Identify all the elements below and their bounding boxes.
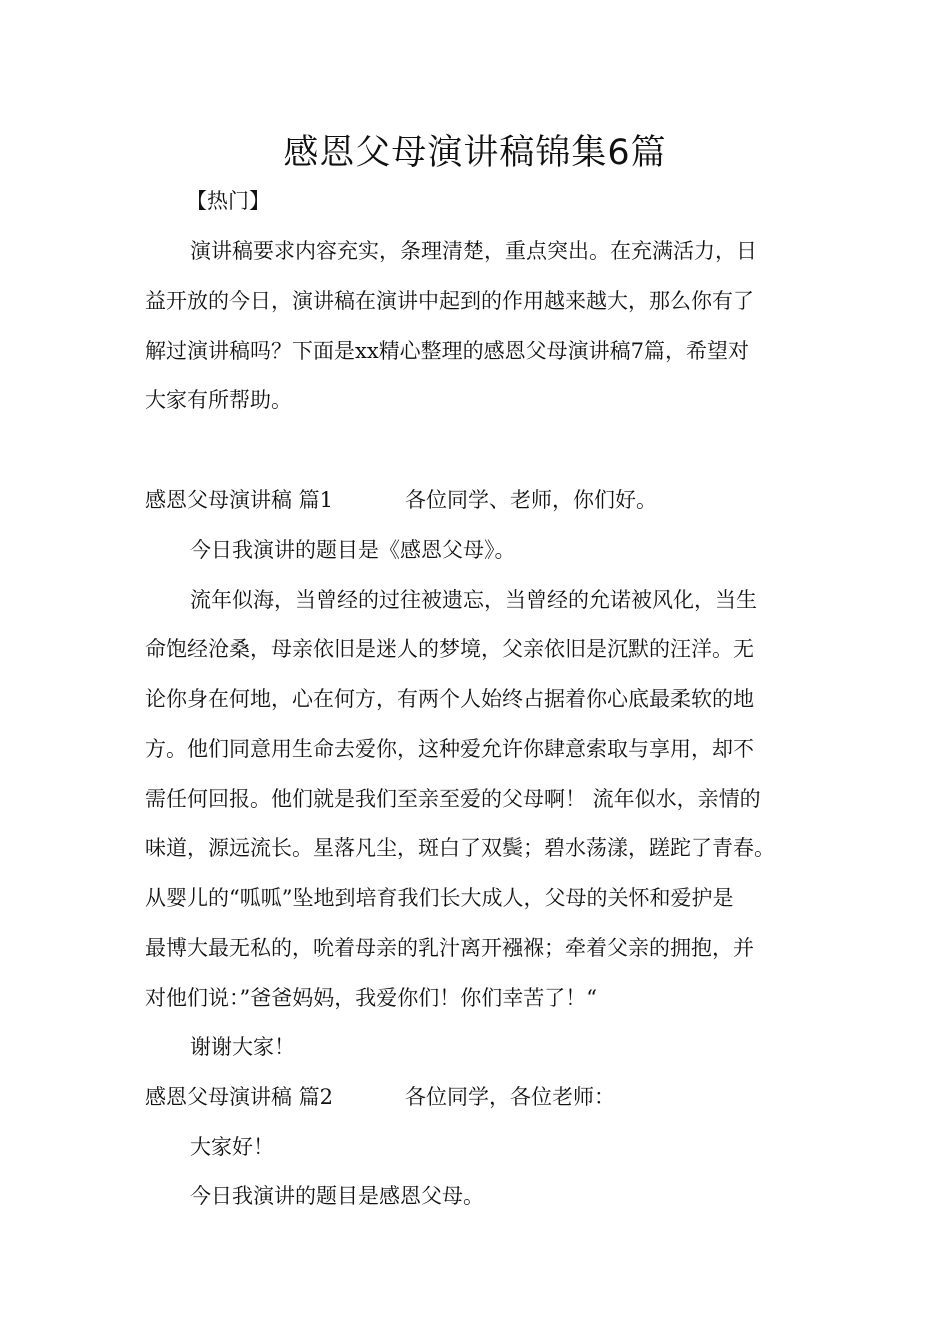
section-2-topic: 今日我演讲的题目是感恩父母。 <box>190 1184 484 1208</box>
section-1-greeting: 各位同学、老师，你们好。 <box>405 488 658 512</box>
intro-line: 大家有所帮助。 <box>145 388 292 412</box>
body-line: 流年似海，当曾经的过往被遗忘，当曾经的允诺被风化，当生 <box>190 588 757 612</box>
section-1-heading-line <box>145 485 657 515</box>
section-2-heading-line <box>145 1082 615 1112</box>
section-2-heading: 感恩父母演讲稿 篇2 <box>145 1085 334 1109</box>
intro-line: 解过演讲稿吗？下面是xx精心整理的感恩父母演讲稿7篇，希望对 <box>145 339 750 363</box>
section-2-hello: 大家好！ <box>190 1135 274 1159</box>
section-1-closing: 谢谢大家！ <box>190 1035 295 1059</box>
body-line: 命饱经沧桑，母亲依旧是迷人的梦境，父亲依旧是沉默的汪洋。无 <box>145 637 754 661</box>
body-line: 味道，源远流长。星落凡尘，斑白了双鬓；碧水荡漾，蹉跎了青春。 <box>145 836 775 860</box>
intro-line: 演讲稿要求内容充实，条理清楚，重点突出。在充满活力，日 <box>190 239 757 263</box>
body-line: 论你身在何地，心在何方，有两个人始终占据着你心底最柔软的地 <box>145 687 754 711</box>
section-1-heading: 感恩父母演讲稿 篇1 <box>145 488 334 512</box>
body-line: 最博大最无私的，吮着母亲的乳汁离开襁褓；牵着父亲的拥抱，并 <box>145 936 754 960</box>
body-line: 从婴儿的“呱呱”坠地到培育我们长大成人，父母的关怀和爱护是 <box>145 886 734 910</box>
body-line: 方。他们同意用生命去爱你，这种爱允许你肆意索取与享用，却不 <box>145 737 754 761</box>
body-line: 需任何回报。他们就是我们至亲至爱的父母啊！ 流年似水，亲情的 <box>145 787 761 811</box>
document-title: 感恩父母演讲稿锦集6篇 <box>283 133 667 173</box>
section-2-greeting: 各位同学，各位老师： <box>405 1085 616 1109</box>
intro-line: 益开放的今日，演讲稿在演讲中起到的作用越来越大，那么你有了 <box>145 289 754 313</box>
section-1-topic: 今日我演讲的题目是《感恩父母》。 <box>190 538 516 562</box>
hot-tag: 【热门】 <box>186 189 270 213</box>
body-line: 对他们说：”爸爸妈妈，我爱你们！你们幸苦了！“ <box>145 986 597 1010</box>
